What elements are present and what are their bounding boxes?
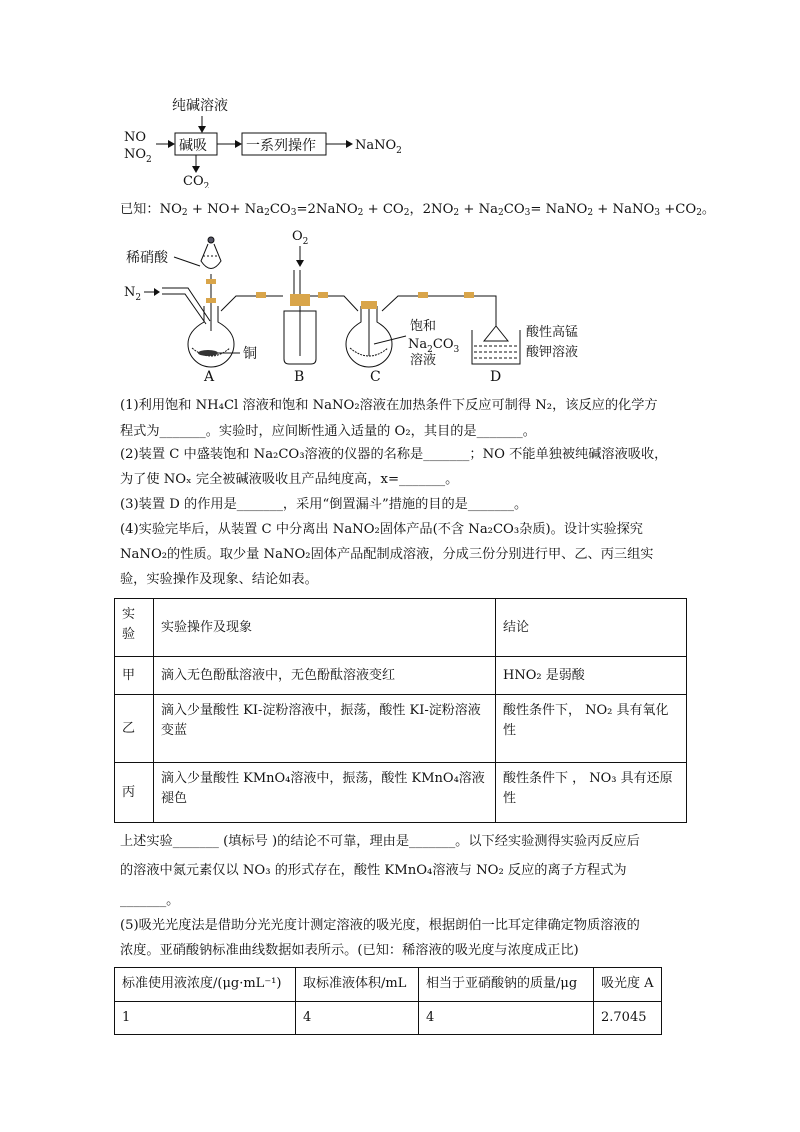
svg-text:一系列操作: 一系列操作	[246, 138, 316, 154]
known-equations: 已知：$NO_2 + NO+$ $Na_2CO_3=2NaNO_2 + CO_2$，$2NO_2 + Na_2CO_3=$ NaNO$_2$ + NaNO$_3$ $+CO_2$。	[120, 202, 716, 218]
svg-text:N2: $N_2$	[124, 285, 142, 303]
flow-reagent: 纯碱溶液	[172, 98, 228, 114]
flow-input-no: NO	[124, 130, 147, 145]
svg-text:溶液: 溶液	[410, 353, 437, 368]
svg-text:NO2: $NO_2$	[124, 147, 152, 165]
svg-text:饱和: 饱和	[410, 319, 437, 334]
svg-text:酸钾溶液: 酸钾溶液	[526, 345, 579, 360]
flow-input-no2: NO	[124, 147, 147, 162]
question-4-line-3: 验，实验操作及现象、结论如表。	[120, 572, 318, 587]
table-row: 实验 实验操作及现象 结论	[115, 599, 687, 657]
svg-text:C: C	[370, 369, 381, 385]
experiment-table	[114, 598, 687, 823]
after-table-line-1: 上述实验_______ (填标号 )的结论不可靠，理由是_______。以下经实验测得实验丙反应后	[120, 834, 640, 849]
after-table-line-3: _______。	[120, 893, 180, 908]
standard-curve-table	[114, 967, 662, 1035]
copper-label: 铜	[243, 346, 257, 362]
flow-byproduct: CO	[183, 174, 204, 188]
table-row: 1 4 4 2.7045	[115, 1002, 662, 1035]
question-5-line-2: 浓度。亚硝酸钠标准曲线数据如表所示。(已知：稀溶液的吸光度与浓度成正比)	[120, 943, 579, 958]
table-row: 乙 滴入少量酸性 KI-淀粉溶液中，振荡，酸性 KI-淀粉溶液变蓝 酸性条件下， NO₂ 具有氧化性	[115, 695, 687, 763]
svg-text:A: A	[204, 369, 215, 385]
question-2-line-2: 为了使 NOₓ 完全被碱液吸收且产品纯度高，x=_______。	[120, 472, 459, 487]
after-table-line-2: 的溶液中氮元素仅以 NO₃ 的形式存在，酸性 KMnO₄溶液与 NO₂ 反应的离子方程式为	[120, 863, 627, 878]
svg-text:D: D	[490, 369, 502, 385]
table-row: 标准使用液浓度/(μg·mL⁻¹) 取标准液体积/mL 相当于亚硝酸钠的质量/μg 吸光度 A	[115, 968, 662, 1002]
svg-text:酸性高锰: 酸性高锰	[526, 325, 579, 340]
process-flow-diagram	[110, 88, 430, 188]
apparatus-diagram	[118, 226, 598, 386]
question-1-line-1: (1)利用饱和 NH₄Cl 溶液和饱和 NaNO₂溶液在加热条件下反应可制得 N₂，该反应的化学方	[120, 398, 658, 413]
svg-text:碱吸: 碱吸	[179, 138, 207, 154]
question-3: (3)装置 D 的作用是_______，采用“倒置漏斗”措施的目的是_______。	[120, 497, 528, 512]
svg-text:Na2CO3: $Na_2CO_3$	[408, 337, 460, 355]
question-4-line-1: (4)实验完毕后，从装置 C 中分离出 NaNO₂固体产品(不含 Na₂CO₃杂质)。设计实验探究	[120, 522, 643, 537]
svg-text:B: B	[294, 369, 305, 385]
flow-product: NaNO	[355, 138, 397, 153]
question-5-line-1: (5)吸光光度法是借助分光光度计测定溶液的吸光度，根据朗伯一比耳定律确定物质溶液的	[120, 918, 640, 933]
svg-text:NaNO2: NaNO$_2$	[355, 138, 402, 156]
question-2-line-1: (2)装置 C 中盛装饱和 Na₂CO₃溶液的仪器的名称是_______；NO 不能单独被纯碱溶液吸收，	[120, 447, 668, 462]
acid-label: 稀硝酸	[126, 250, 168, 266]
svg-text:O2: $O_2$	[292, 229, 309, 247]
question-4-line-2: NaNO₂的性质。取少量 NaNO₂固体产品配制成溶液，分成三份分别进行甲、乙、丙三组实	[120, 547, 654, 562]
table-row: 甲 滴入无色酚酞溶液中，无色酚酞溶液变红 HNO₂ 是弱酸	[115, 657, 687, 695]
svg-text:CO2: $CO_2$	[183, 174, 210, 188]
question-1-line-2: 程式为_______。实验时，应间断性通入适量的 O₂，其目的是_______。	[120, 424, 536, 439]
table-row: 丙 滴入少量酸性 KMnO₄溶液中，振荡，酸性 KMnO₄溶液褪色 酸性条件下 ， NO₃ 具有还原性	[115, 763, 687, 823]
